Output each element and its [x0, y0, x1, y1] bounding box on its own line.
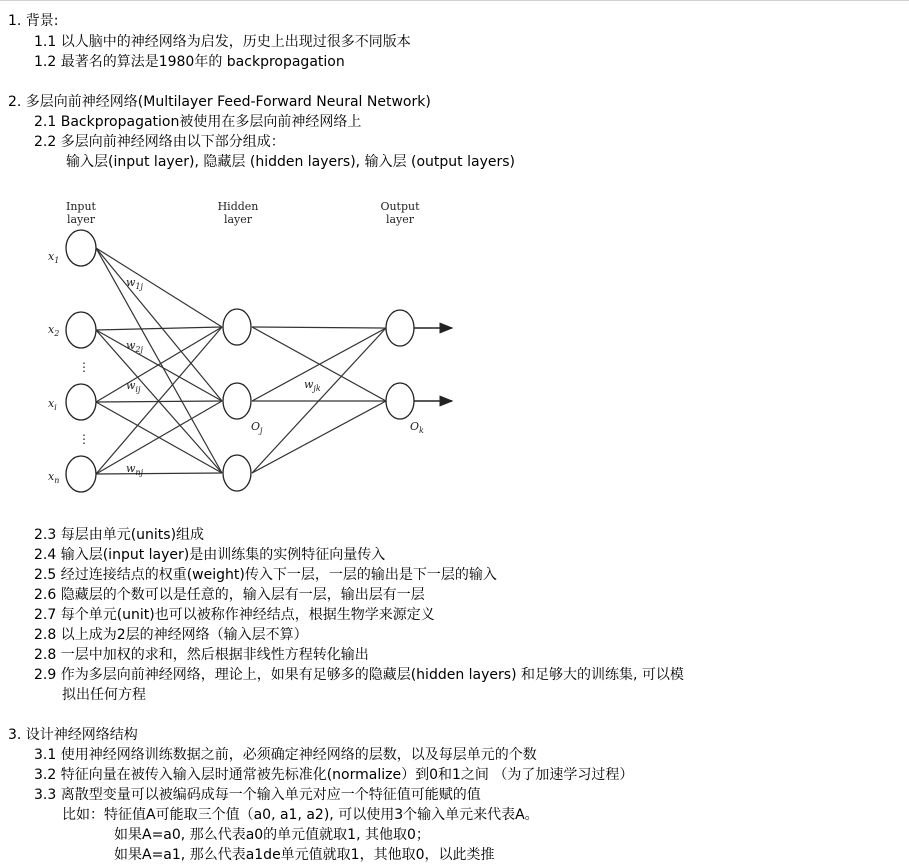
label-oj: $O_j$: [251, 420, 263, 435]
weight-wjk: $w_{jk}$: [304, 378, 321, 393]
item-3-3-example-a0: 如果A=a0, 那么代表a0的单元值就取1, 其他取0；: [114, 827, 430, 843]
hidden-node-j: [223, 383, 251, 419]
item-3-3-example: 比如：特征值A可能取三个值（a0, a1, a2), 可以使用3个输入单元来代表A。: [62, 807, 539, 823]
input-layer-label-1: Input: [66, 200, 96, 213]
hidden-output-connections: [252, 327, 386, 473]
item-2-8b: 2.8 一层中加权的求和，然后根据非线性方程转化输出: [34, 647, 369, 663]
hidden-layer-label-2: layer: [223, 213, 253, 226]
section-1-heading: 1. 背景:: [8, 13, 59, 29]
item-3-3-example-a1: 如果A=a1, 那么代表a1de单元值就取1，其他取0，以此类推: [114, 847, 495, 863]
item-1-2: 1.2 最著名的算法是1980年的 backpropagation: [34, 54, 345, 70]
output-node-k: [386, 383, 414, 419]
item-2-8: 2.8 以上成为2层的神经网络（输入层不算）: [34, 627, 308, 643]
item-3-3: 3.3 离散型变量可以被编码成每一个输入单元对应一个特征值可能赋的值: [34, 787, 481, 803]
neural-network-diagram: [38, 190, 468, 510]
label-xi: $x_i$: [48, 397, 57, 412]
item-2-1: 2.1 Backpropagation被使用在多层向前神经网络上: [34, 114, 362, 130]
label-x1: $x_1$: [48, 250, 60, 265]
item-2-7: 2.7 每个单元(unit)也可以被称作神经结点，根据生物学来源定义: [34, 607, 435, 623]
item-2-3: 2.3 每层由单元(units)组成: [34, 527, 205, 543]
item-2-2: 2.2 多层向前神经网络由以下部分组成：: [34, 134, 285, 150]
item-2-9-continued: 拟出任何方程: [62, 687, 146, 703]
item-2-5: 2.5 经过连接结点的权重(weight)传入下一层，一层的输出是下一层的输入: [34, 567, 497, 583]
label-x2: $x_2$: [48, 323, 60, 338]
hidden-node-3: [223, 455, 251, 491]
item-3-2: 3.2 特征向量在被传入输入层时通常被先标准化(normalize）到0和1之间 （为了加速学习过程）: [34, 767, 634, 783]
input-layer-label-2: layer: [66, 213, 96, 226]
item-2-2-detail: 输入层(input layer), 隐藏层 (hidden layers), 输入层 (output layers): [66, 154, 515, 170]
item-1-1: 1.1 以人脑中的神经网络为启发，历史上出现过很多不同版本: [34, 34, 411, 50]
input-node-x1: [66, 230, 96, 266]
section-3-heading: 3. 设计神经网络结构: [8, 727, 138, 743]
input-hidden-connections: [96, 248, 222, 474]
label-xn: $x_n$: [48, 470, 60, 485]
item-2-9: 2.9 作为多层向前神经网络，理论上，如果有足够多的隐藏层(hidden layers) 和足够大的训练集, 可以模: [34, 667, 684, 683]
output-layer-label-2: layer: [385, 213, 415, 226]
input-node-xn: [66, 456, 96, 492]
vertical-dots-1: ⋮: [78, 360, 90, 374]
item-2-6: 2.6 隐藏层的个数可以是任意的，输入层有一层，输出层有一层: [34, 587, 425, 603]
weight-wij: $w_{ij}$: [126, 379, 141, 394]
label-ok: $O_k$: [410, 420, 424, 435]
weight-w1j: $w_{1j}$: [126, 276, 143, 291]
weight-w2j: $w_{2j}$: [126, 339, 143, 354]
weight-wnj: $w_{nj}$: [126, 462, 144, 477]
hidden-layer-label-1: Hidden: [217, 200, 259, 213]
item-2-4: 2.4 输入层(input layer)是由训练集的实例特征向量传入: [34, 547, 386, 563]
output-layer-label-1: Output: [380, 200, 420, 213]
hidden-node-1: [223, 309, 251, 345]
section-2-heading: 2. 多层向前神经网络(Multilayer Feed-Forward Neural Network): [8, 94, 431, 110]
output-node-1: [386, 310, 414, 346]
top-divider: [0, 0, 909, 1]
input-node-x2: [66, 312, 96, 348]
vertical-dots-2: ⋮: [78, 432, 90, 446]
item-3-1: 3.1 使用神经网络训练数据之前，必须确定神经网络的层数，以及每层单元的个数: [34, 747, 537, 763]
input-node-xi: [66, 384, 96, 420]
